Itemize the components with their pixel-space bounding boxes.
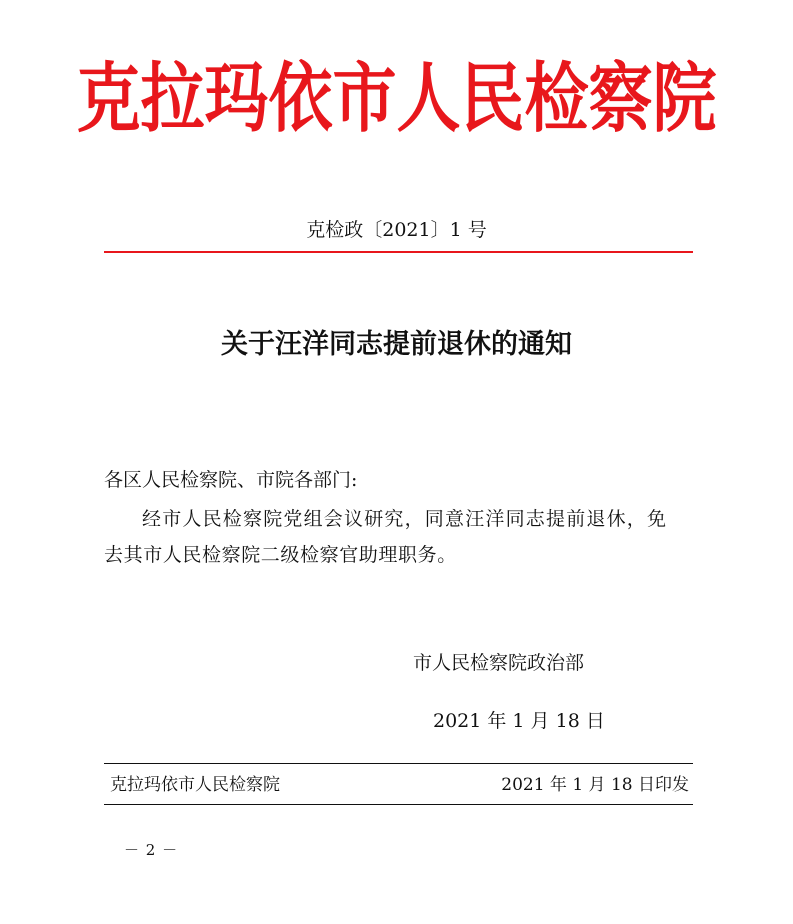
salutation: 各区人民检察院、市院各部门:: [104, 469, 358, 491]
body-paragraph-line-2: 去其市人民检察院二级检察官助理职务。: [104, 544, 457, 566]
footer-bottom-rule: [104, 804, 693, 805]
document-number: 克检政〔2021〕1 号: [306, 219, 487, 241]
page-number: － 2 －: [124, 841, 179, 859]
footer-issuing-org: 克拉玛依市人民检察院: [110, 775, 280, 795]
body-paragraph-line-1: 经市人民检察院党组会议研究，同意汪洋同志提前退休，免: [142, 508, 668, 530]
document-title: 关于汪洋同志提前退休的通知: [221, 329, 572, 360]
red-separator-line: [104, 251, 693, 253]
issuing-department: 市人民检察院政治部: [413, 652, 585, 674]
organization-header: 克拉玛依市人民检察院: [76, 54, 717, 144]
footer-print-date: 2021 年 1 月 18 日印发: [501, 775, 689, 795]
issue-date: 2021 年 1 月 18 日: [433, 710, 605, 732]
footer-top-rule: [104, 763, 693, 764]
